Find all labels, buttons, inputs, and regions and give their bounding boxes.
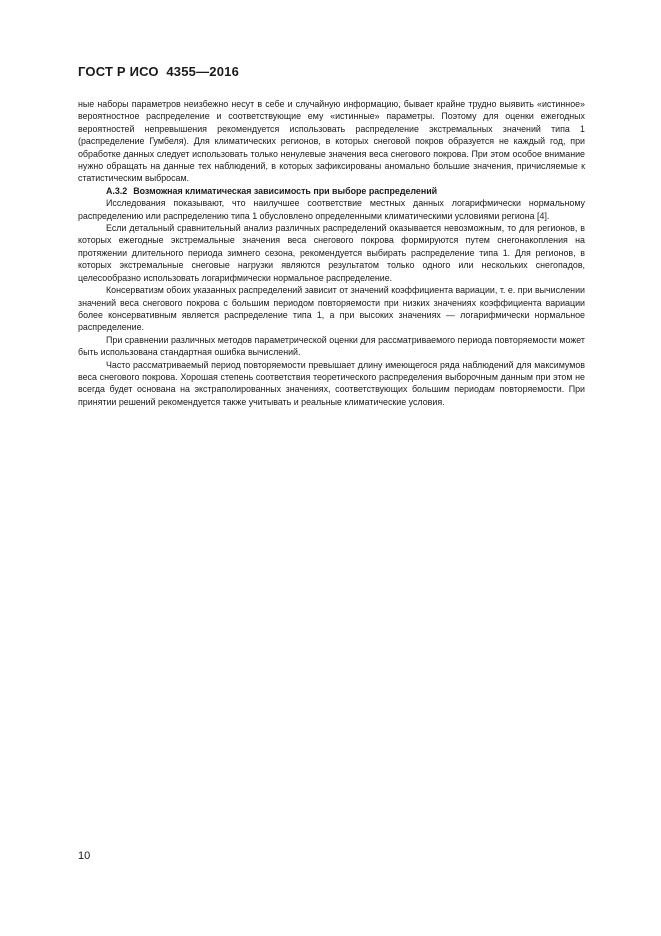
paragraph: Консерватизм обоих указанных распределений зависит от значений коэффициента вариации, т. е. при вычислении значений веса снегового покрова с большим периодом повторяемости при низких значениях коэффициента вариации более консервативным является распределение типа 1, а при высоких значениях — логарифмически нормальное распределение.: [78, 285, 585, 333]
paragraph-continuation: ные наборы параметров неизбежно несут в себе и случайную информацию, бывает крайне трудно выявить «истинное» вероятностное распределение и соответствующие ему «истинные» параметры. Поэтому для оценки ежегодных вероятностей непревышения рекомендуется использовать распределение экстремальных значений типа 1 (распределение Гумбеля). Для климатических регионов, в которых снеговой покров образуется не каждый год, при обработке данных следует использовать только ненулевые значения веса снегового покрова. При этом особое внимание нужно обращать на данные тех наблюдений, в которых зафиксированы аномально большие значения, причисляемые к статистическим выбросам.: [78, 99, 585, 184]
section-heading: [78, 185, 585, 197]
paragraph: При сравнении различных методов параметрической оценки для рассматриваемого периода повторяемости может быть использована стандартная ошибка вычислений.: [78, 334, 585, 358]
paragraph: Если детальный сравнительный анализ различных распределений оказывается невозможным, то для регионов, в которых ежегодные экстремальные значения веса снегового покрова формируются путем снегонакопления на протяжении длительного периода зимнего сезона, рекомендуется выбирать распределение типа 1. Для регионов, в которых экстремальные снеговые нагрузки являются результатом только одного или нескольких снегопадов, целесообразно использовать логарифмически нормальное распределение.: [78, 223, 585, 283]
document-header: ГОСТ Р ИСО 4355—2016: [78, 64, 239, 79]
section-title: Возможная климатическая зависимость при выборе распределений: [133, 185, 438, 196]
document-body: [78, 98, 585, 408]
page-number: 10: [78, 850, 91, 862]
paragraph: Исследования показывают, что наилучшее соответствие местных данных логарифмически нормальному распределению или распределению типа 1 обусловлено определенными климатическими условиями региона [4].: [78, 198, 585, 221]
section-number: А.3.2: [106, 185, 128, 196]
paragraph: Часто рассматриваемый период повторяемости превышает длину имеющегося ряда наблюдений для максимумов веса снегового покрова. Хорошая степень соответствия теоретического распределения выборочным данным при этом не всегда будет основана на экстраполированных значениях, соответствующих большим периодам повторяемости. При принятии решений рекомендуется также учитывать и реальные климатические условия.: [78, 359, 585, 407]
